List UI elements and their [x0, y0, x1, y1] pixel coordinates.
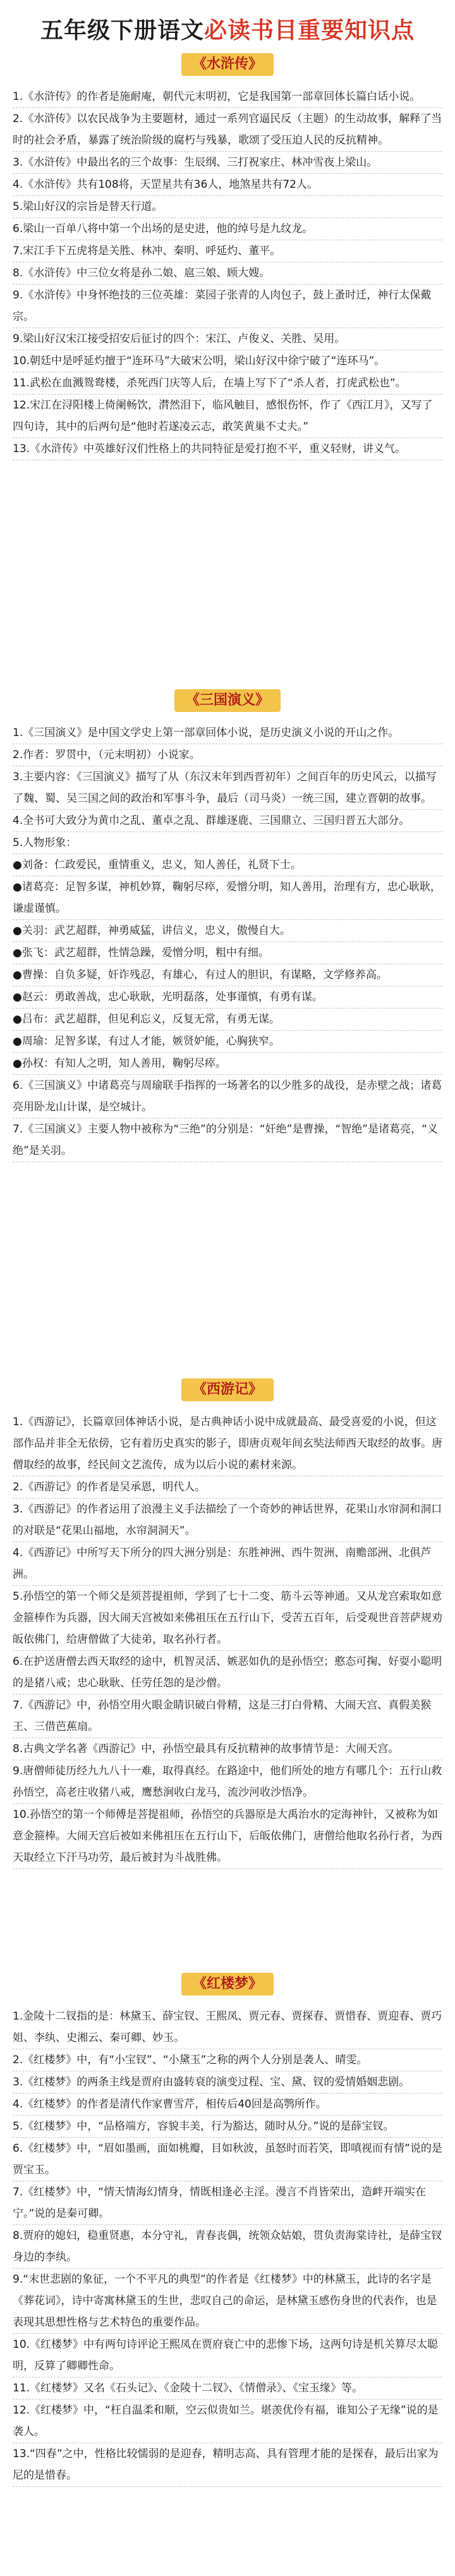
- item-text: 《红楼梦》中，“品格端方，容貌丰美，行为豁达，随时从分。”说的是薛宝钗。: [23, 2120, 394, 2133]
- section-header: [0, 1973, 455, 2001]
- item-text: 《水浒传》以农民战争为主要题材，通过一系列官逼民反（主题）的生动故事，解释了当时的社会矛盾，暴露了统治阶级的腐朽与残暴，歌颂了受压迫人民的反抗精神。: [13, 113, 442, 147]
- item-text: 《西游记》的作者运用了浪漫主义手法描绘了一个奇妙的神话世界，花果山水帘洞和洞口的对联是“花果山福地，水帘洞洞天”。: [13, 1503, 442, 1537]
- item-text: 《红楼梦》中，“眉如墨画，面如桃瓣，目如秋波，虽怒时而若笑，即嗔视而有情”说的是贾宝玉。: [13, 2142, 442, 2176]
- item-text: 主要内容：《三国演义》描写了从（东汉末年到西晋初年）之间百年的历史风云，以描写了魏、蜀、吴三国之间的政治和军事斗争，最后（司马炎）一统三国，建立晋朝的故事。: [13, 771, 437, 805]
- item-text: 全书可大致分为黄巾之乱、董卓之乱、群雄逐鹿、三国鼎立、三国归晋五大部分。: [23, 814, 410, 827]
- list-item: [13, 2006, 442, 2049]
- item-text: 《红楼梦》又名《石头记》、《金陵十二钗》、《情僧录》、《宝玉缘》等。: [30, 2382, 363, 2395]
- list-item: [13, 1760, 442, 1804]
- list-item: [13, 2334, 442, 2377]
- list-item: [13, 1075, 442, 1119]
- item-text: 朝廷中是呼延灼擅于“连环马”大破宋公明，梁山好汉中徐宁破了“连环马”。: [30, 355, 385, 367]
- item-text: 《红楼梦》中，“情天情海幻情身，情既相逢必主淫。漫言不肖皆荣出，造衅开端实在宁。”说的是秦可卿。: [13, 2186, 427, 2220]
- item-number: 9.: [13, 1765, 23, 1777]
- item-number: ●周瑜：: [13, 1035, 54, 1048]
- list-item: [13, 240, 442, 262]
- item-text: 孙悟空的第一个师傅是菩提祖师，孙悟空的兵器原是大禹治水的定海神针，又被称为如意金箍棒。大闹天宫后被如来佛祖压在五行山下，后皈依佛门，唐僧给他取名孙行者，为西天取经立下汗马功劳，最后被封为斗战胜佛。: [13, 1808, 442, 1864]
- item-number: 7.: [13, 1699, 23, 1712]
- item-text: 武艺超群，神勇威猛，讲信义，忠义，傲慢自大。: [54, 924, 291, 937]
- item-number: 5.: [13, 1590, 23, 1603]
- item-list: [13, 1411, 442, 1869]
- item-number: 5.: [13, 200, 23, 213]
- item-text: 《水浒传》中身怀绝技的三位英雄：菜园子张青的人肉包子，鼓上蚤时迁，神行太保戴宗。: [13, 289, 432, 323]
- item-text: 贾府的媳妇，稳重贤惠，本分守礼，青春丧偶，统领众姑娘，贯负责海棠诗社，是薛宝钗身边的李纨。: [13, 2229, 442, 2264]
- item-number: ●曹操：: [13, 969, 54, 981]
- item-number: 6.: [13, 1655, 23, 1668]
- item-number: 9.: [13, 289, 23, 302]
- title-accent: 必读书目重要知识点: [204, 17, 415, 44]
- list-item: [13, 1009, 442, 1031]
- list-item: [13, 876, 442, 920]
- item-text: 《红楼梦》的作者是清代作家曹雪芹，相传后40回是高鹗所作。: [23, 2098, 327, 2111]
- item-number: 3.: [13, 1503, 23, 1516]
- item-number: ●关羽：: [13, 924, 54, 937]
- list-item: [13, 218, 442, 240]
- item-number: 5.: [13, 2120, 23, 2133]
- list-item: [13, 438, 442, 460]
- item-number: 9.: [13, 333, 23, 345]
- item-text: 古典文学名著《西游记》中，孙悟空最具有反抗精神的故事情节是：大闹天宫。: [23, 1743, 399, 1755]
- item-text: 足智多谋，神机妙算，鞠躬尽瘁，爱憎分明，知人善用，治理有方，忠心耿耿，谦虚谨慎。: [13, 881, 441, 915]
- item-text: 作者：罗贯中，（元末明初）小说家。: [23, 749, 200, 761]
- item-text: 《水浒传》的作者是施耐庵，朝代元末明初，它是我国第一部章回体长篇白话小说。: [23, 90, 421, 103]
- item-text: 《水浒传》中英雄好汉们性格上的共同特征是爱打抱不平，重义轻财，讲义气。: [30, 443, 406, 455]
- item-number: 2.: [13, 1481, 23, 1493]
- item-text: 梁山一百单八将中第一个出场的是史进，他的绰号是九纹龙。: [23, 223, 313, 235]
- item-text: 《红楼梦》的两条主线是贾府由盛转衰的演变过程、宝、黛、钗的爱情婚姻悲剧。: [23, 2076, 410, 2088]
- list-item: [13, 854, 442, 876]
- item-number: ●刘备：: [13, 859, 54, 871]
- list-item: [13, 2138, 442, 2181]
- section-badge: 《红楼梦》: [181, 1973, 274, 1996]
- item-number: 11.: [13, 2382, 30, 2395]
- item-number: 13.: [13, 443, 30, 455]
- section-3: [0, 1378, 455, 1869]
- item-number: ●诸葛亮：: [13, 881, 65, 893]
- section-4: [0, 1973, 455, 2487]
- item-number: 1.: [13, 727, 23, 739]
- item-number: 9.: [13, 2273, 23, 2286]
- item-number: 10.: [13, 2338, 30, 2351]
- list-item: [13, 986, 442, 1009]
- list-item: [13, 152, 442, 174]
- item-number: 2.: [13, 113, 23, 125]
- item-text: 梁山好汉宋江接受招安后征讨的四个：宋江、卢俊义、关胜、吴用。: [23, 333, 346, 345]
- item-text: 在护送唐僧去西天取经的途中，机智灵活、嫉恶如仇的是孙悟空；憨态可掬、好耍小聪明的是猪八戒；忠心耿耿、任劳任怨的是沙僧。: [13, 1655, 442, 1690]
- list-item: [13, 1031, 442, 1053]
- list-item: [13, 920, 442, 942]
- item-text: 孙悟空的第一个师父是须菩提祖师，学到了七十二变、筋斗云等神通。又从龙宫索取如意金箍棒作为兵器，因大闹天宫被如来佛祖压在五行山下，受苦五百年，后受观世音菩萨规劝皈依佛门，给唐僧做了大徒弟，取名孙行者。: [13, 1590, 442, 1646]
- list-item: [13, 1476, 442, 1499]
- title-main: 五年级下册语文: [40, 17, 204, 44]
- item-text: 宋江手下五虎将是关胜、林冲、秦明、呼延灼、董平。: [23, 245, 281, 257]
- item-number: 5.: [13, 837, 23, 849]
- list-item: [13, 1499, 442, 1542]
- item-number: 4.: [13, 814, 23, 827]
- item-text: 仁政爱民，重情重义，忠义，知人善任，礼贤下士。: [54, 859, 301, 871]
- item-text: 《三国演义》主要人物中被称为“三绝”的分别是：“奸绝”是曹操，“智绝”是诸葛亮，“义绝”是关羽。: [13, 1123, 438, 1157]
- item-text: 勇敢善战，忠心耿耿，光明磊落，处事谨慎，有勇有谋。: [54, 991, 323, 1003]
- item-text: 足智多谋，有过人才能，嫉贤妒能，心胸狭窄。: [54, 1035, 280, 1048]
- list-item: [13, 942, 442, 964]
- item-number: 4.: [13, 2098, 23, 2111]
- item-number: 4.: [13, 1547, 23, 1559]
- item-number: 2.: [13, 749, 23, 761]
- item-text: 有知人之明，知人善用，鞠躬尽瘁。: [54, 1057, 226, 1070]
- item-number: 8.: [13, 1743, 23, 1755]
- list-item: [13, 108, 442, 152]
- item-number: 3.: [13, 156, 23, 169]
- list-item: [13, 1651, 442, 1695]
- list-item: [13, 328, 442, 350]
- item-number: ●孙权：: [13, 1057, 54, 1070]
- item-text: 《西游记》中，孙悟空用火眼金睛识破白骨精，这是三打白骨精、大闹天宫、真假美猴王、三借芭蕉扇。: [13, 1699, 432, 1733]
- item-list: [13, 86, 442, 460]
- list-item: [13, 350, 442, 372]
- section-header: [0, 1378, 455, 1406]
- item-list: [13, 722, 442, 1162]
- item-number: 7.: [13, 1123, 23, 1136]
- item-number: ●吕布：: [13, 1013, 54, 1026]
- item-number: 3.: [13, 2076, 23, 2088]
- item-number: 10.: [13, 355, 30, 367]
- list-item: [13, 832, 442, 854]
- list-item: [13, 1738, 442, 1760]
- item-text: 《红楼梦》中，有“小宝钗”、“小黛玉”之称的两个人分别是袭人、晴雯。: [23, 2054, 368, 2066]
- item-number: 7.: [13, 245, 23, 257]
- list-item: [13, 2400, 442, 2443]
- item-number: 1.: [13, 2010, 23, 2023]
- item-text: 《三国演义》是中国文学史上第一部章回体小说，是历史演义小说的开山之作。: [23, 727, 399, 739]
- section-2: [0, 689, 455, 1162]
- item-number: 3.: [13, 771, 23, 783]
- list-item: [13, 1053, 442, 1075]
- page-title: [0, 0, 455, 48]
- item-text: 《西游记》的作者是吴承恩，明代人。: [23, 1481, 206, 1493]
- list-item: [13, 2443, 442, 2487]
- item-number: ●赵云：: [13, 991, 54, 1003]
- item-text: “四春”之中，性格比较懦弱的是迎春，精明志高、具有管理才能的是探春，最后出家为尼的是惜春。: [13, 2448, 439, 2482]
- item-number: ●张飞：: [13, 947, 54, 959]
- list-item: [13, 2377, 442, 2400]
- section-badge: 《三国演义》: [174, 689, 281, 712]
- list-item: [13, 964, 442, 986]
- item-number: 11.: [13, 377, 30, 389]
- section-1: [0, 53, 455, 460]
- item-text: 梁山好汉的宗旨是替天行道。: [23, 200, 163, 213]
- list-item: [13, 2269, 442, 2334]
- item-number: 10.: [13, 1808, 30, 1821]
- list-item: [13, 86, 442, 108]
- item-number: 8.: [13, 2229, 23, 2242]
- item-text: 宋江在浔阳楼上倚阑畅饮，潸然泪下，临风触目，感恨伤怀，作了《西江月》，又写了四句诗，其中的后两句是“他时若遂凌云志，敢笑黄巢不丈夫。”: [13, 399, 433, 433]
- list-item: [13, 174, 442, 196]
- item-text: 《水浒传》中三位女将是孙二娘、扈三娘、顾大嫂。: [23, 267, 270, 279]
- section-badge: 《西游记》: [181, 1378, 274, 1401]
- item-text: 《西游记》，长篇章回体神话小说，是古典神话小说中成就最高、最受喜爱的小说，但这部作品并非全无依傍，它有着历史真实的影子，即唐贞观年间玄奘法师西天取经的故事。唐僧取经的故事，经民间文艺流传，成为以后小说的素材来源。: [13, 1416, 442, 1471]
- list-item: [13, 744, 442, 766]
- list-item: [13, 372, 442, 395]
- item-number: 1.: [13, 90, 23, 103]
- list-item: [13, 1542, 442, 1586]
- item-text: “末世悲剧的象征，一个不平凡的典型”的作者是《红楼梦》中的林黛玉，此诗的名字是《葬花词》，诗中寄寓林黛玉的生世，悲叹自己的命运，是林黛玉感伤身世的代表作，也是表现其思想性格与艺术特色的重要作品。: [13, 2273, 437, 2329]
- item-text: 《三国演义》中诸葛亮与周瑜联手指挥的一场著名的以少胜多的战役，是赤壁之战；诸葛亮用卧龙山计谋，是空城计。: [13, 1079, 442, 1113]
- list-item: [13, 2094, 442, 2116]
- item-text: 《西游记》中所写天下所分的四大洲分别是：东胜神洲、西牛贺洲、南赡部洲、北俱芦洲。: [13, 1547, 432, 1581]
- item-text: 《水浒传》中最出名的三个故事：生辰纲、三打祝家庄、林冲雪夜上梁山。: [23, 156, 378, 169]
- item-text: 金陵十二钗指的是：林黛玉、薛宝钗、王熙凤、贾元春、贾探春、贾惜春、贾迎春、贾巧姐、李纨、史湘云、秦可卿、妙玉。: [13, 2010, 442, 2044]
- list-item: [13, 2116, 442, 2138]
- item-text: 《红楼梦》中有两句诗评论王熙凤在贾府衰亡中的悲惨下场，这两句诗是机关算尽太聪明，反算了卿卿性命。: [13, 2338, 439, 2372]
- item-text: 武艺超群，但见利忘义，反复无常，有勇无谋。: [54, 1013, 280, 1026]
- item-number: 12.: [13, 2404, 30, 2417]
- list-item: [13, 395, 442, 438]
- item-text: 《红楼梦》中，“枉自温柔和顺，空云似贵如兰。堪羡优伶有福，谁知公子无缘”说的是袭人。: [13, 2404, 439, 2438]
- list-item: [13, 1695, 442, 1738]
- item-number: 6.: [13, 2142, 23, 2155]
- item-text: 《水浒传》共有108将，天罡星共有36人，地煞星共有72人。: [23, 178, 318, 191]
- item-list: [13, 2006, 442, 2487]
- item-number: 7.: [13, 2186, 23, 2199]
- section-badge: 《水浒传》: [181, 53, 274, 76]
- section-header: [0, 53, 455, 81]
- item-text: 人物形象：: [23, 837, 77, 849]
- list-item: [13, 2071, 442, 2094]
- item-text: 唐僧师徒历经九九八十一难，取得真经。在路途中，他们所处的地方有哪几个：五行山救孙悟空，高老庄收猪八戒，鹰愁涧收白龙马，流沙河收沙悟净。: [13, 1765, 442, 1799]
- item-number: 6.: [13, 1079, 23, 1092]
- list-item: [13, 1586, 442, 1651]
- list-item: [13, 262, 442, 285]
- list-item: [13, 1119, 442, 1162]
- list-item: [13, 196, 442, 218]
- list-item: [13, 1804, 442, 1869]
- section-header: [0, 689, 455, 717]
- item-text: 武艺超群，性情急躁，爱憎分明，粗中有细。: [54, 947, 269, 959]
- item-text: 武松在血溅鸳鸯楼，杀死西门庆等人后，在墙上写下了“杀人者，打虎武松也”。: [30, 377, 406, 389]
- list-item: [13, 2225, 442, 2269]
- list-item: [13, 2181, 442, 2225]
- list-item: [13, 722, 442, 744]
- item-number: 4.: [13, 178, 23, 191]
- list-item: [13, 810, 442, 832]
- item-number: 2.: [13, 2054, 23, 2066]
- list-item: [13, 1411, 442, 1476]
- item-number: 12.: [13, 399, 30, 412]
- list-item: [13, 766, 442, 810]
- item-number: 8.: [13, 267, 23, 279]
- item-number: 13.: [13, 2448, 30, 2460]
- item-text: 自负多疑，奸诈残忍，有雄心，有过人的胆识，有谋略，文学修养高。: [54, 969, 387, 981]
- list-item: [13, 285, 442, 328]
- item-number: 6.: [13, 223, 23, 235]
- list-item: [13, 2049, 442, 2071]
- item-number: 1.: [13, 1416, 23, 1428]
